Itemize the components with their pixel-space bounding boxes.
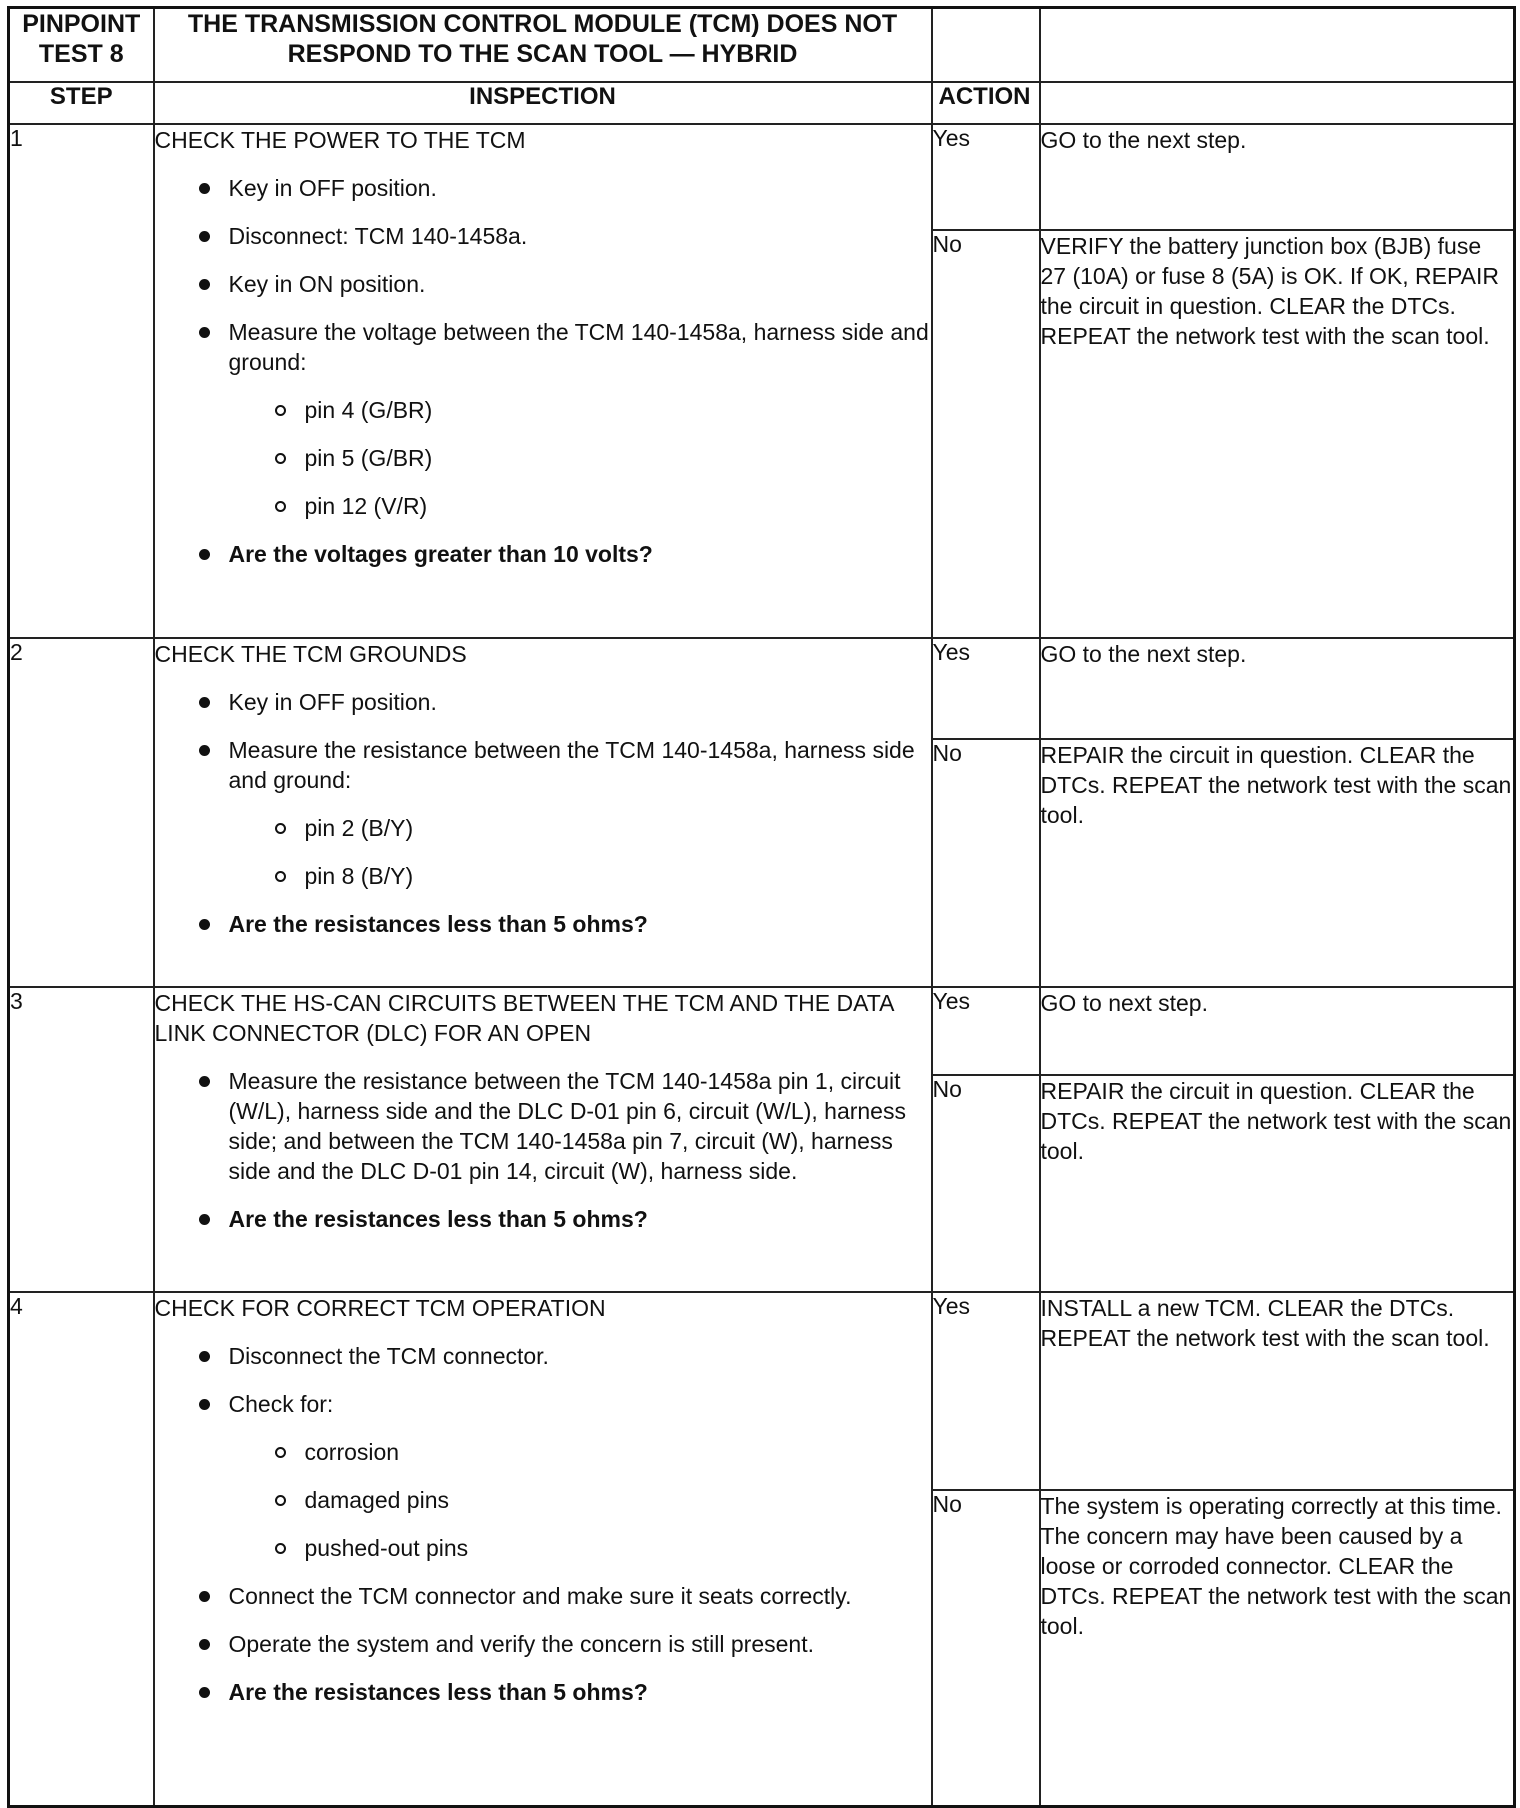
instruction-bullet: Disconnect: TCM 140-1458a. (155, 221, 931, 251)
column-header-inspection: INSPECTION (154, 82, 932, 124)
pin-sub-bullet: pin 8 (B/Y) (155, 861, 931, 891)
table-header-row (9, 8, 1515, 83)
instruction-bullet: Key in OFF position. (155, 687, 931, 717)
instruction-bullet: Measure the voltage between the TCM 140-1458a, harness side and ground: (155, 317, 931, 377)
pin-sub-bullet: pin 2 (B/Y) (155, 813, 931, 843)
pin-sub-bullet: pin 4 (G/BR) (155, 395, 931, 425)
instruction-bullet: Key in ON position. (155, 269, 931, 299)
check-sub-bullet: pushed-out pins (155, 1533, 931, 1563)
pin-sub-bullet: pin 12 (V/R) (155, 491, 931, 521)
step-title: CHECK FOR CORRECT TCM OPERATION (154, 1295, 606, 1321)
instruction-bullet: Check for: (155, 1389, 931, 1419)
instruction-bullet: Key in OFF position. (155, 173, 931, 203)
check-sub-bullet: damaged pins (155, 1485, 931, 1515)
yes-label: Yes (932, 1292, 1040, 1490)
yes-action: GO to the next step. (1040, 124, 1515, 230)
step-number: 3 (9, 987, 154, 1292)
step-inspection (154, 1292, 932, 1806)
instruction-bullet: Operate the system and verify the concern is still present. (155, 1629, 931, 1659)
column-header-step: STEP (9, 82, 154, 124)
yes-action: INSTALL a new TCM. CLEAR the DTCs. REPEAT the network test with the scan tool. (1040, 1292, 1515, 1490)
check-sub-bullet: corrosion (155, 1437, 931, 1467)
step-title: CHECK THE POWER TO THE TCM (154, 127, 526, 153)
step-4-yes-row (9, 1292, 1515, 1490)
step-inspection (154, 987, 932, 1292)
step-inspection (154, 124, 932, 638)
no-label: No (932, 739, 1040, 987)
yes-action: GO to next step. (1040, 987, 1515, 1075)
step-number: 1 (9, 124, 154, 638)
no-action: VERIFY the battery junction box (BJB) fuse 27 (10A) or fuse 8 (5A) is OK. If OK, REPAIR the circuit in question. CLEAR the DTCs. REPEAT the network test with the scan tool. (1040, 230, 1515, 638)
step-1-yes-row (9, 124, 1515, 230)
step-3-yes-row (9, 987, 1515, 1075)
step-question: Are the resistances less than 5 ohms? (155, 1204, 931, 1234)
pin-sub-bullet: pin 5 (G/BR) (155, 443, 931, 473)
pinpoint-test-label: PINPOINT TEST 8 (9, 8, 154, 83)
yes-action: GO to the next step. (1040, 638, 1515, 739)
instruction-bullet: Connect the TCM connector and make sure it seats correctly. (155, 1581, 931, 1611)
step-question: Are the resistances less than 5 ohms? (155, 909, 931, 939)
step-title: CHECK THE TCM GROUNDS (154, 641, 467, 667)
yes-label: Yes (932, 987, 1040, 1075)
column-header-row (9, 82, 1515, 124)
step-question: Are the resistances less than 5 ohms? (155, 1677, 931, 1707)
column-header-action: ACTION (932, 82, 1040, 124)
step-number: 4 (9, 1292, 154, 1806)
header-blank-cell (1040, 8, 1515, 83)
yes-label: Yes (932, 638, 1040, 739)
pinpoint-test-table (7, 6, 1516, 1808)
step-question: Are the voltages greater than 10 volts? (155, 539, 931, 569)
step-title: CHECK THE HS-CAN CIRCUITS BETWEEN THE TCM AND THE DATA LINK CONNECTOR (DLC) FOR AN OPEN (154, 990, 894, 1046)
header-blank-cell (932, 8, 1040, 83)
step-number: 2 (9, 638, 154, 987)
no-action: REPAIR the circuit in question. CLEAR the DTCs. REPEAT the network test with the scan tool. (1040, 739, 1515, 987)
step-2-yes-row (9, 638, 1515, 739)
instruction-bullet: Measure the resistance between the TCM 140-1458a, harness side and ground: (155, 735, 931, 795)
instruction-bullet: Disconnect the TCM connector. (155, 1341, 931, 1371)
no-action: The system is operating correctly at this time. The concern may have been caused by a loose or corroded connector. CLEAR the DTCs. REPEAT the network test with the scan tool. (1040, 1490, 1515, 1806)
no-action: REPAIR the circuit in question. CLEAR the DTCs. REPEAT the network test with the scan tool. (1040, 1075, 1515, 1292)
yes-label: Yes (932, 124, 1040, 230)
instruction-bullet: Measure the resistance between the TCM 140-1458a pin 1, circuit (W/L), harness side and the DLC D-01 pin 6, circuit (W/L), harness side; and between the TCM 140-1458a pin 7, circuit (W), harness side and the DLC D-01 pin 14, circuit (W), harness side. (155, 1066, 931, 1186)
step-inspection (154, 638, 932, 987)
no-label: No (932, 1075, 1040, 1292)
test-title: THE TRANSMISSION CONTROL MODULE (TCM) DOES NOT RESPOND TO THE SCAN TOOL — HYBRID (154, 8, 932, 83)
no-label: No (932, 230, 1040, 638)
no-label: No (932, 1490, 1040, 1806)
header-blank-cell (1040, 82, 1515, 124)
